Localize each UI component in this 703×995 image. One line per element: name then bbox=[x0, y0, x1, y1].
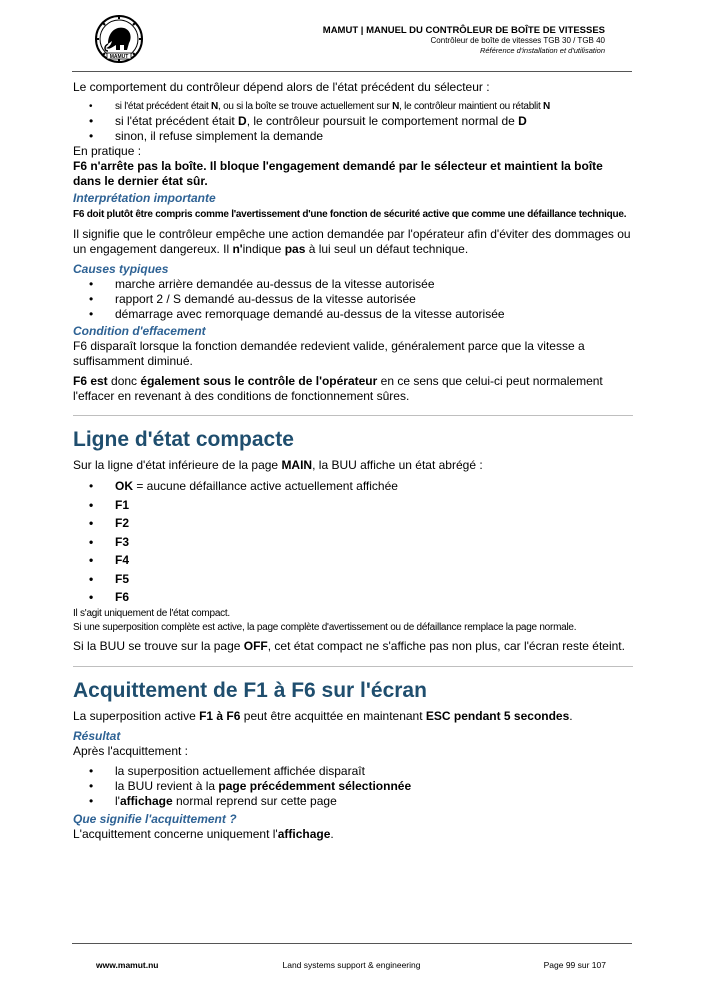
section-divider bbox=[73, 666, 633, 667]
clear-paragraph: F6 disparaît lorsque la fonction demandée redevient valide, généralement parce que la vitesse a suffisamment diminué. bbox=[73, 339, 585, 368]
section-title-compact-status: Ligne d'état compacte bbox=[73, 428, 294, 451]
status-codes-list bbox=[73, 477, 633, 607]
compact-note-2: Si une superposition complète est active, la page complète d'avertissement ou de défaillance remplace la page normale. bbox=[73, 621, 577, 633]
list-item: • F5 bbox=[73, 570, 633, 589]
page-content bbox=[73, 80, 633, 842]
list-item: • F3 bbox=[73, 533, 633, 552]
causes-list bbox=[73, 277, 633, 322]
header-subtitle: Contrôleur de boîte de vitesses TGB 30 / TGB 40 bbox=[430, 36, 605, 45]
list-item: • OK = aucune défaillance active actuellement affichée bbox=[73, 477, 633, 496]
header-divider bbox=[72, 71, 632, 72]
header-title: MAMUT | MANUEL DU CONTRÔLEUR DE BOÎTE DE VITESSES bbox=[322, 25, 605, 36]
compact-note-1: Il s'agit uniquement de l'état compact. bbox=[73, 607, 230, 619]
list-item: • si l'état précédent était N, ou si la boîte se trouve actuellement sur N, le contrôleur maintient ou rétablit N bbox=[73, 99, 633, 114]
mamut-logo-icon bbox=[94, 14, 144, 64]
list-item: • F1 bbox=[73, 496, 633, 515]
meaning-heading: Que signifie l'acquittement ? bbox=[73, 811, 237, 826]
interpretation-heading: Interprétation importante bbox=[73, 191, 216, 205]
list-item: • l'affichage normal reprend sur cette page bbox=[73, 794, 633, 809]
list-item: • F6 bbox=[73, 588, 633, 607]
list-item: • la BUU revient à la page précédemment sélectionnée bbox=[73, 779, 633, 794]
interpretation-paragraph: Il signifie que le contrôleur empêche une action demandée par l'opérateur afin d'éviter des dommages ou un engagement dangereux. Il n'indique pas à lui seul un défaut technique. bbox=[73, 227, 631, 256]
list-item: • marche arrière demandée au-dessus de la vitesse autorisée bbox=[73, 277, 633, 292]
practice-label: En pratique : bbox=[73, 144, 142, 158]
section-divider bbox=[73, 415, 633, 416]
clear-heading: Condition d'effacement bbox=[73, 324, 206, 338]
meaning-paragraph: L'acquittement concerne uniquement l'affichage. bbox=[73, 826, 334, 841]
practice-statement: F6 n'arrête pas la boîte. Il bloque l'engagement demandé par le sélecteur et maintient la boîte dans le dernier état sûr. bbox=[73, 159, 603, 188]
footer-tagline: Land systems support & engineering bbox=[282, 960, 421, 970]
footer-divider bbox=[72, 943, 632, 944]
page-header bbox=[323, 25, 605, 56]
causes-heading: Causes typiques bbox=[73, 262, 169, 276]
footer-website: www.mamut.nu bbox=[96, 960, 159, 970]
list-item: • F2 bbox=[73, 514, 633, 533]
off-page-paragraph: Si la BUU se trouve sur la page OFF, cet état compact ne s'affiche pas non plus, car l'écran reste éteint. bbox=[73, 638, 625, 653]
result-list bbox=[73, 764, 633, 809]
footer-page-number: Page 99 sur 107 bbox=[543, 960, 606, 970]
svg-text:MAMUT: MAMUT bbox=[109, 54, 129, 60]
intro-paragraph: Le comportement du contrôleur dépend alors de l'état précédent du sélecteur : bbox=[73, 80, 490, 94]
list-item: • F4 bbox=[73, 551, 633, 570]
after-ack-label: Après l'acquittement : bbox=[73, 743, 189, 758]
list-item: • rapport 2 / S demandé au-dessus de la vitesse autorisée bbox=[73, 292, 633, 307]
section-title-acknowledgement: Acquittement de F1 à F6 sur l'écran bbox=[73, 678, 427, 702]
intro-list bbox=[73, 99, 633, 144]
list-item: • démarrage avec remorquage demandé au-dessus de la vitesse autorisée bbox=[73, 307, 633, 322]
result-heading: Résultat bbox=[73, 728, 121, 743]
list-item: • si l'état précédent était D, le contrôleur poursuit le comportement normal de D bbox=[73, 114, 633, 129]
clear-paragraph-2: F6 est donc également sous le contrôle de l'opérateur en ce sens que celui-ci peut normalement l'effacer en revenant à des conditions de fonctionnement sûres. bbox=[73, 374, 603, 403]
ack-paragraph: La superposition active F1 à F6 peut être acquittée en maintenant ESC pendant 5 secondes. bbox=[73, 708, 573, 723]
list-item: • la superposition actuellement affichée disparaît bbox=[73, 764, 633, 779]
list-item: • sinon, il refuse simplement la demande bbox=[73, 129, 633, 144]
interpretation-bold-line: F6 doit plutôt être compris comme l'avertissement d'une fonction de sécurité active que comme une défaillance technique. bbox=[73, 209, 627, 220]
compact-status-intro: Sur la ligne d'état inférieure de la page MAIN, la BUU affiche un état abrégé : bbox=[73, 458, 483, 472]
header-reference: Référence d'installation et d'utilisation bbox=[479, 46, 605, 55]
